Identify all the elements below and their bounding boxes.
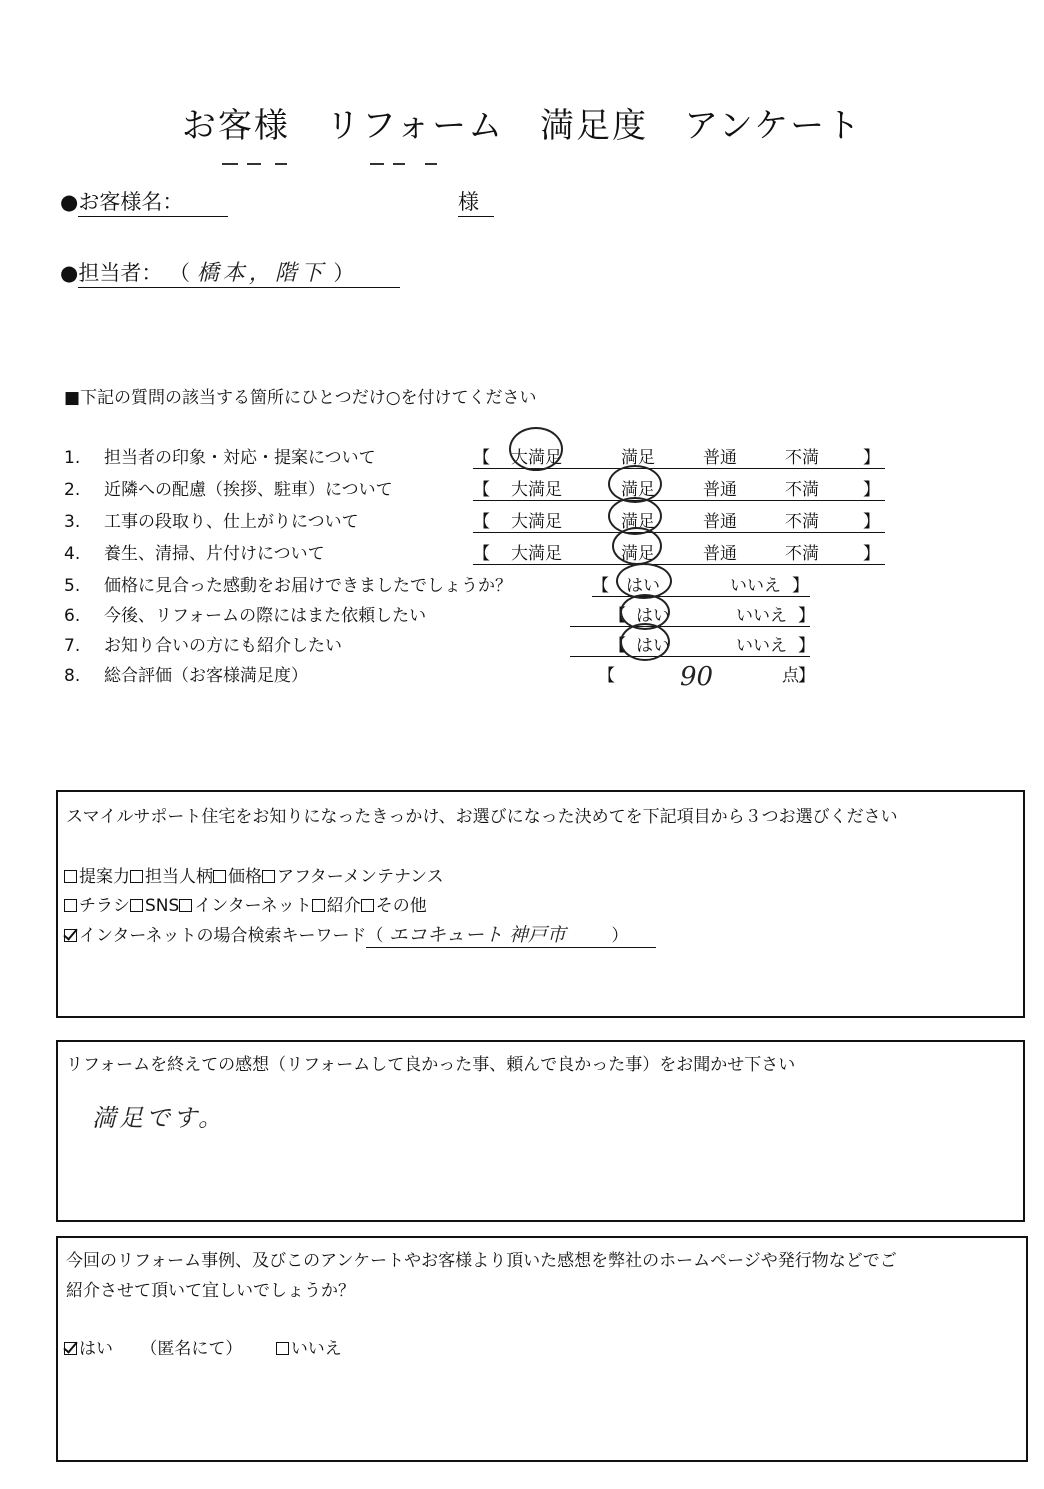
bracket-close: 】 <box>798 636 815 656</box>
question-text: 総合評価（お客様満足度） <box>104 666 308 686</box>
source-options-row-1 <box>64 862 444 887</box>
selection-circle <box>620 623 670 661</box>
checkbox[interactable] <box>312 899 325 912</box>
checkbox[interactable] <box>130 870 143 883</box>
question-number: 8. <box>64 666 81 686</box>
bracket-close: 】 <box>798 606 815 626</box>
option-label: その他 <box>375 896 427 916</box>
divider <box>370 163 384 165</box>
checkbox[interactable] <box>64 870 77 883</box>
keyword-open-paren: （ <box>366 926 384 946</box>
bracket-close: 】 <box>863 448 880 468</box>
divider <box>222 163 238 165</box>
option-bad[interactable]: 不満 <box>785 512 819 532</box>
bracket-open: 【 <box>473 448 490 468</box>
question-8-bracket-close: 】 <box>798 666 815 686</box>
bracket-close: 】 <box>863 544 880 564</box>
bracket-open: 【 <box>609 636 626 656</box>
customer-name-row <box>60 186 228 217</box>
permission-question-line-1: 今回のリフォーム事例、及びこのアンケートやお客様より頂いた感想を弊社のホームページや発行物などでご <box>66 1251 897 1271</box>
source-heading: スマイルサポート住宅をお知りになったきっかけ、お選びになった決めてを下記項目から３つお選びください <box>66 807 898 827</box>
question-number: 6. <box>64 606 81 626</box>
question-text: 養生、清掃、片付けについて <box>104 544 325 564</box>
question-3-options <box>473 507 885 533</box>
option-good[interactable]: 満足 <box>621 512 655 532</box>
staff-close-paren: ） <box>333 261 355 285</box>
option-label: 提案力 <box>79 867 130 887</box>
keyword-close-paren: ） <box>611 926 629 946</box>
question-text: お知り合いの方にも紹介したい <box>104 636 342 656</box>
question-text: 価格に見合った感動をお届けできましたでしょうか？ <box>104 576 512 596</box>
question-7 <box>64 631 342 656</box>
instruction-text: ■下記の質問の該当する箇所にひとつだけ○を付けてください <box>64 388 537 408</box>
selection-circle <box>612 527 662 565</box>
customer-honorific: 様 <box>458 186 494 217</box>
option-normal[interactable]: 普通 <box>703 512 737 532</box>
option-no[interactable]: いいえ <box>736 636 787 656</box>
question-3 <box>64 507 359 532</box>
question-number: 7. <box>64 636 81 656</box>
checkbox[interactable] <box>361 899 374 912</box>
question-number: 1. <box>64 448 81 468</box>
yes-checkbox[interactable] <box>64 1342 77 1355</box>
keyword-row <box>64 920 656 948</box>
option-great[interactable]: 大満足 <box>511 448 562 468</box>
staff-value[interactable]: 橋本，階下 <box>196 261 327 286</box>
question-text: 工事の段取り、仕上がりについて <box>104 512 359 532</box>
option-no[interactable]: いいえ <box>730 576 781 596</box>
option-great[interactable]: 大満足 <box>511 512 562 532</box>
option-label: 紹介 <box>326 896 361 916</box>
keyword-label: インターネットの場合検索キーワード <box>79 926 367 946</box>
question-text: 近隣への配慮（挨拶、駐車）について <box>104 480 393 500</box>
option-normal[interactable]: 普通 <box>703 544 737 564</box>
checkbox[interactable] <box>213 870 226 883</box>
source-options-row-2 <box>64 891 427 916</box>
question-7-options <box>570 631 815 657</box>
checkbox[interactable] <box>130 899 143 912</box>
question-text: 担当者の印象・対応・提案について <box>104 448 376 468</box>
question-4 <box>64 539 325 564</box>
question-6-options <box>570 601 815 627</box>
no-checkbox[interactable] <box>276 1342 289 1355</box>
divider <box>275 163 287 165</box>
option-normal[interactable]: 普通 <box>703 480 737 500</box>
option-bad[interactable]: 不満 <box>785 480 819 500</box>
staff-label: 担当者： <box>78 261 163 285</box>
divider <box>393 163 405 165</box>
bracket-open: 【 <box>609 606 626 626</box>
question-1 <box>64 443 376 468</box>
keyword-value[interactable]: エコキュート 神戸市 <box>388 924 566 946</box>
question-8-bracket-open: 【 <box>598 666 615 686</box>
option-yes[interactable]: はい <box>626 576 660 596</box>
question-number: 2. <box>64 480 81 500</box>
bracket-close: 】 <box>792 576 809 596</box>
score-unit: 点 <box>782 666 799 686</box>
bullet-icon: ● <box>60 261 79 285</box>
bullet-icon: ● <box>60 190 79 214</box>
option-label: SNS <box>145 896 180 916</box>
option-yes[interactable]: はい <box>636 636 670 656</box>
option-bad[interactable]: 不満 <box>785 544 819 564</box>
option-good[interactable]: 満足 <box>621 448 655 468</box>
checkbox[interactable] <box>262 870 275 883</box>
question-number: 4. <box>64 544 81 564</box>
bracket-open: 【 <box>473 512 490 532</box>
no-label: いいえ <box>290 1339 342 1359</box>
customer-name-field[interactable] <box>233 210 463 212</box>
question-2 <box>64 475 393 500</box>
impression-answer[interactable]: 満足です。 <box>92 1104 226 1132</box>
divider <box>425 163 437 165</box>
question-6 <box>64 601 426 626</box>
staff-open-paren: （ <box>169 261 191 285</box>
checkbox[interactable] <box>64 899 77 912</box>
question-4-options <box>473 539 885 565</box>
option-label: インターネット <box>194 896 312 916</box>
bracket-open: 【 <box>473 544 490 564</box>
option-label: 価格 <box>228 867 262 887</box>
bracket-close: 】 <box>863 480 880 500</box>
bracket-close: 】 <box>863 512 880 532</box>
option-great[interactable]: 大満足 <box>511 480 562 500</box>
option-yes[interactable]: はい <box>636 606 670 626</box>
question-number: 3. <box>64 512 81 532</box>
yes-label: はい <box>79 1339 113 1359</box>
staff-row <box>60 256 400 288</box>
option-no[interactable]: いいえ <box>736 606 787 626</box>
customer-name-label: お客様名： <box>78 186 228 217</box>
question-2-options <box>473 475 885 501</box>
question-8 <box>64 661 308 686</box>
option-great[interactable]: 大満足 <box>511 544 562 564</box>
option-good[interactable]: 満足 <box>621 480 655 500</box>
question-text: 今後、リフォームの際にはまた依頼したい <box>104 606 427 626</box>
yes-note: （匿名にて） <box>140 1339 243 1359</box>
option-bad[interactable]: 不満 <box>785 448 819 468</box>
option-good[interactable]: 満足 <box>621 544 655 564</box>
checkbox-checked[interactable] <box>64 929 77 942</box>
impression-heading: リフォームを終えての感想（リフォームして良かった事、頼んで良かった事）をお聞かせ下さい <box>66 1055 796 1075</box>
question-number: 5. <box>64 576 81 596</box>
option-normal[interactable]: 普通 <box>703 448 737 468</box>
selection-circle <box>509 427 563 471</box>
divider <box>247 163 261 165</box>
option-label: チラシ <box>79 896 130 916</box>
option-label: アフターメンテナンス <box>277 867 444 887</box>
bracket-open: 【 <box>473 480 490 500</box>
overall-score[interactable]: 90 <box>680 662 714 692</box>
bracket-open: 【 <box>592 576 609 596</box>
option-label: 担当人柄 <box>145 867 213 887</box>
permission-options <box>64 1334 342 1359</box>
permission-question-line-2: 紹介させて頂いて宜しいでしょうか？ <box>66 1281 355 1301</box>
checkbox[interactable] <box>179 899 192 912</box>
question-5 <box>64 571 512 596</box>
survey-title: お客様 リフォーム 満足度 アンケート <box>181 106 863 146</box>
